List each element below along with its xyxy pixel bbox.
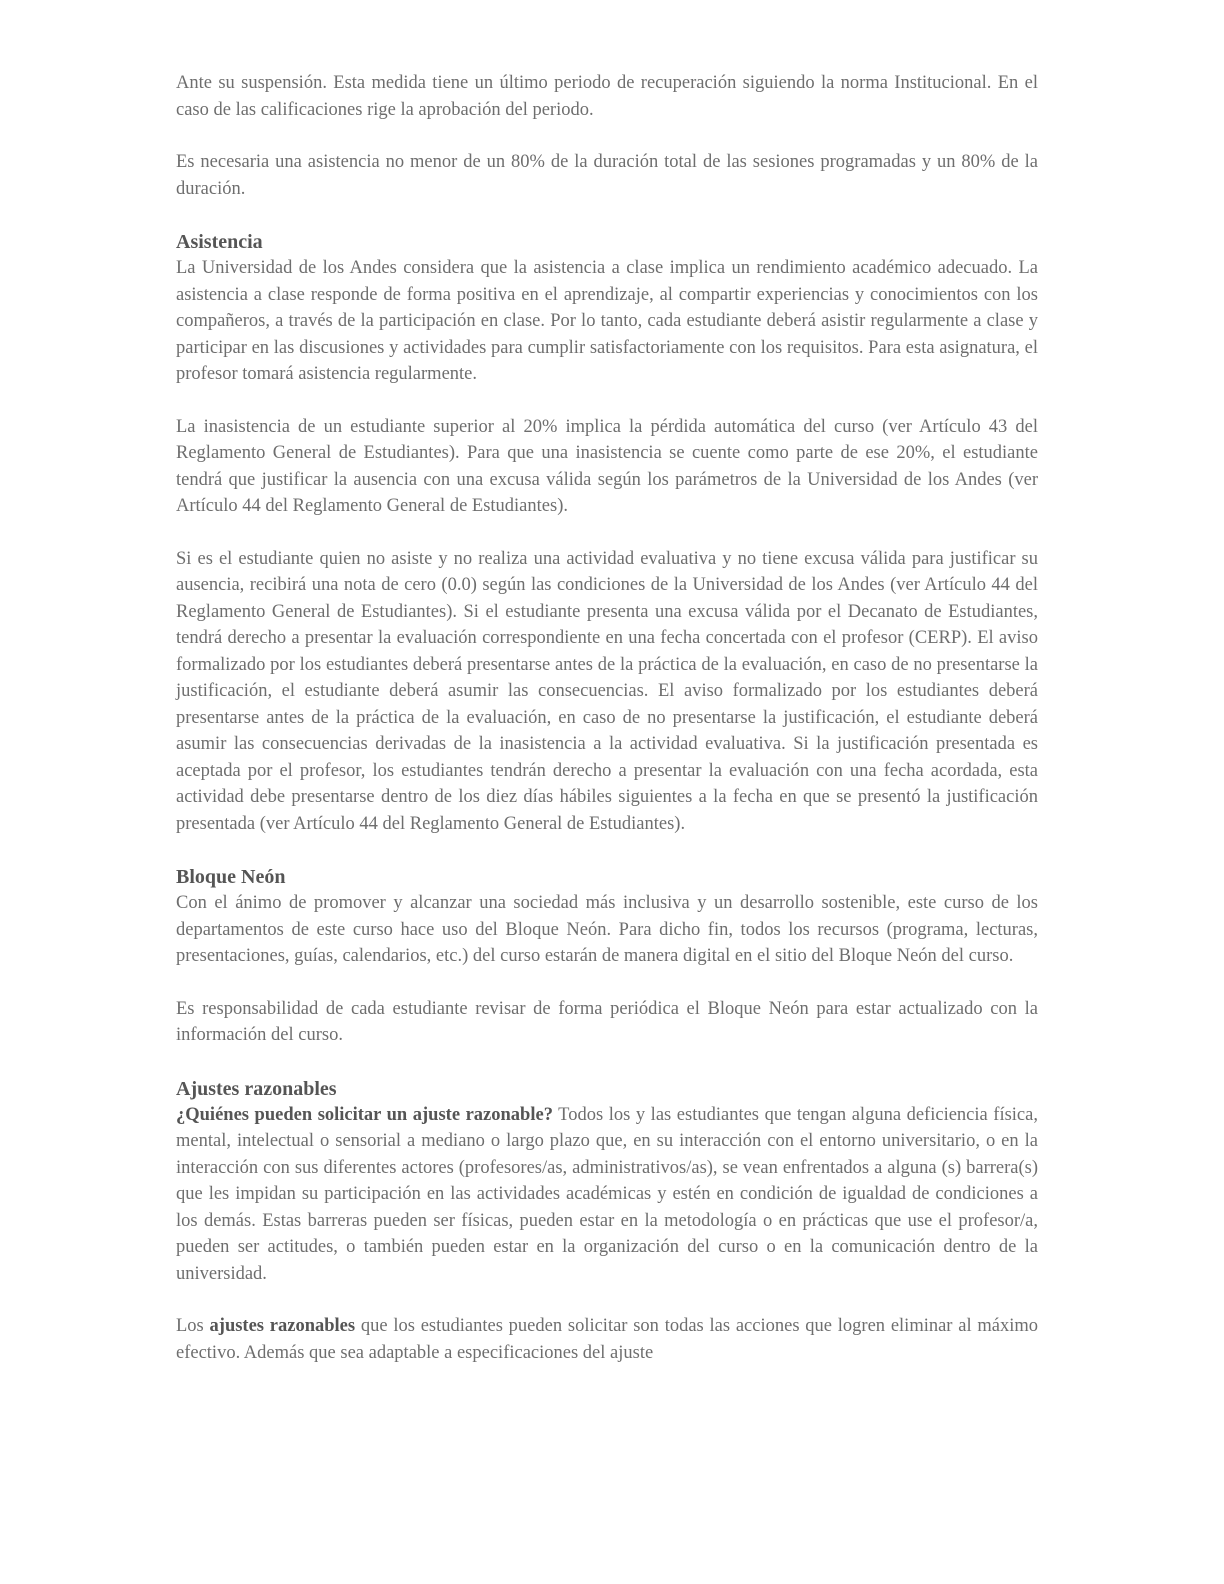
bloque-heading: Bloque Neón [176, 866, 286, 888]
asistencia-paragraph-1: La Universidad de los Andes considera que la asistencia a clase implica un rendimiento académico adecuado. La asistencia a clase responde de forma positiva en el aprendizaje, al compartir experiencias y conocimientos con los compañeros, a través de la participación en clase. Por lo tanto, cada estudiante deberá asistir regularmente a clase y participar en las discusiones y actividades para cumplir satisfactoriamente con los requisitos. Para esta asignatura, el profesor tomará asistencia regularmente. [176, 258, 1038, 384]
ajustes-paragraph-2 [176, 1313, 1038, 1366]
section-asistencia [176, 229, 1038, 837]
ajustes-paragraph-1 [176, 1102, 1038, 1288]
ajustes-heading: Ajustes razonables [176, 1077, 337, 1100]
bloque-paragraph-1: Con el ánimo de promover y alcanzar una sociedad más inclusiva y un desarrollo sostenible, este curso de los departamentos de este curso hace uso del Bloque Neón. Para dicho fin, todos los recursos (programa, lecturas, presentaciones, guías, calendarios, etc.) del curso estarán de manera digital en el sitio del Bloque Neón del curso. [176, 893, 1038, 966]
asistencia-heading: Asistencia [176, 231, 263, 253]
bloque-paragraph-2: Es responsabilidad de cada estudiante revisar de forma periódica el Bloque Neón para estar actualizado con la información del curso. [176, 998, 1038, 1045]
intro-paragraph-2: Es necesaria una asistencia no menor de un 80% de la duración total de las sesiones programadas y un 80% de la duración. [176, 152, 1038, 199]
ajustes-paragraph-1-text: Todos los y las estudiantes que tengan alguna deficiencia física, mental, intelectual o sensorial a mediano o largo plazo que, en su interacción con el entorno universitario, o en la interacción con sus diferentes actores (profesores/as, administrativos/as), se vean enfrentados a alguna (s) barrera(s) que les impidan su participación en las actividades académicas y estén en condición de igualdad de condiciones a los demás. Estas barreras pueden ser físicas, pueden estar en la metodología o en prácticas que use el profesor/a, pueden ser actitudes, o también pueden estar en la organización del curso o en la comunicación dentro de la universidad. [176, 1104, 1038, 1284]
ajustes-p2-bold: ajustes razonables [209, 1316, 356, 1336]
section-ajustes [176, 1076, 1038, 1367]
ajustes-p2-rest: que los estudiantes pueden solicitar son todas las acciones que logren eliminar al máximo efectivo. Además que sea adaptable a especificaciones del ajuste [176, 1316, 1038, 1363]
asistencia-paragraph-2: La inasistencia de un estudiante superior al 20% implica la pérdida automática del curso (ver Artículo 43 del Reglamento General de Estudiantes). Para que una inasistencia se cuente como parte de ese 20%, el estudiante tendrá que justificar la ausencia con una excusa válida según los parámetros de la Universidad de los Andes (ver Artículo 44 del Reglamento General de Estudiantes). [176, 416, 1038, 516]
asistencia-paragraph-3: Si es el estudiante quien no asiste y no realiza una actividad evaluativa y no tiene excusa válida para justificar su ausencia, recibirá una nota de cero (0.0) según las condiciones de la Universidad de los Andes (ver Artículo 44 del Reglamento General de Estudiantes). Si el estudiante presenta una excusa válida por el Decanato de Estudiantes, tendrá derecho a presentar la evaluación correspondiente en una fecha concertada con el profesor (CERP). El aviso formalizado por los estudiantes deberá presentarse antes de la práctica de la evaluación, en caso de no presentarse la justificación, el estudiante deberá asumir las consecuencias. El aviso formalizado por los estudiantes deberá presentarse antes de la práctica de la evaluación, en caso de no presentarse la justificación, el estudiante deberá asumir las consecuencias derivadas de la inasistencia a la actividad evaluativa. Si la justificación presentada es aceptada por el profesor, los estudiantes tendrán derecho a presentar la evaluación con una fecha acordada, esta actividad debe presentarse dentro de los diez días hábiles siguientes a la fecha en que se presentó la justificación presentada (ver Artículo 44 del Reglamento General de Estudiantes). [176, 548, 1038, 834]
intro-paragraph-1: Ante su suspensión. Esta medida tiene un último periodo de recuperación siguiendo la norma Institucional. En el caso de las calificaciones rige la aprobación del periodo. [176, 73, 1038, 120]
section-bloque-neon [176, 864, 1038, 1049]
ajustes-lead-bold: ¿Quiénes pueden solicitar un ajuste razonable? [176, 1104, 553, 1125]
ajustes-p2-lead: Los [176, 1316, 210, 1336]
